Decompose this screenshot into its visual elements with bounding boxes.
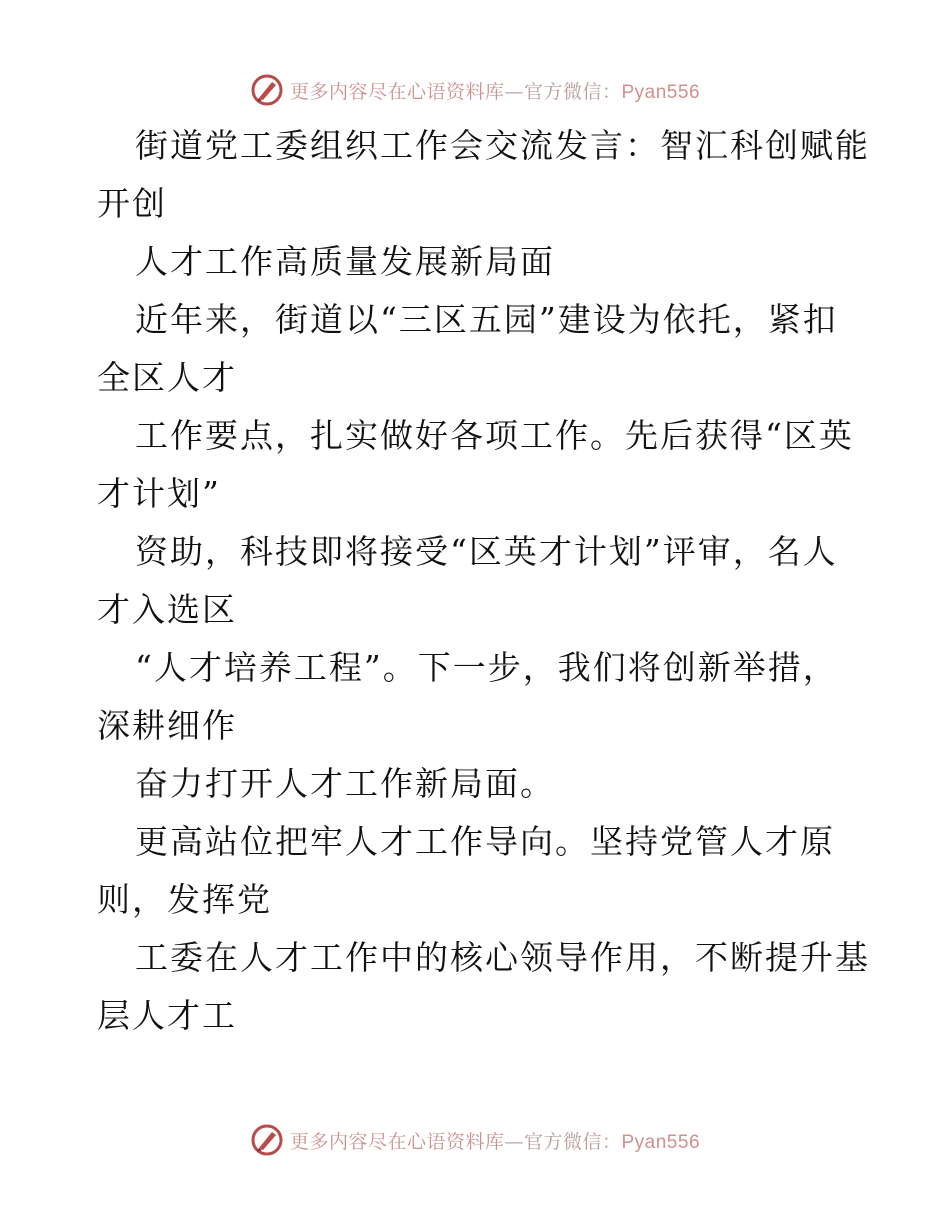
document-line: 才计划”: [97, 474, 221, 513]
watermark-separator: —: [504, 80, 524, 103]
watermark-text: 更多内容尽在心语资料库: [289, 1130, 505, 1153]
document-line: 更高站位把牢人才工作导向。坚持党管人才原: [135, 822, 835, 861]
watermark-text: 更多内容尽在心语资料库: [289, 80, 505, 103]
watermark-handle: Pyan556: [621, 1131, 701, 1153]
watermark-header: [0, 70, 950, 110]
watermark-label: 官方微信：: [523, 1130, 622, 1153]
document-line: 则，发挥党: [97, 880, 272, 919]
watermark-label: 官方微信：: [523, 80, 622, 103]
document-line: 资助，科技即将接受“区英才计划”评审，名人: [135, 532, 838, 571]
document-line: 深耕细作: [97, 706, 237, 745]
document-line: “人才培养工程”。下一步，我们将创新举措，: [135, 648, 838, 687]
document-line: 工委在人才工作中的核心领导作用，不断提升基: [135, 938, 870, 977]
document-line: 工作要点，扎实做好各项工作。先后获得“区英: [135, 416, 854, 455]
document-line: 奋力打开人才工作新局面。: [135, 764, 555, 803]
document-line: 近年来，街道以“三区五园”建设为依托，紧扣: [135, 300, 838, 339]
document-line: 全区人才: [97, 358, 237, 397]
pen-logo-icon: [250, 73, 284, 107]
pen-logo-icon: [250, 1123, 284, 1157]
watermark-separator: —: [504, 1130, 524, 1153]
document-line: 人才工作高质量发展新局面: [135, 242, 555, 281]
watermark-footer: [0, 1120, 950, 1160]
watermark-handle: Pyan556: [621, 81, 701, 103]
document-line: 才入选区: [97, 590, 237, 629]
document-body: [97, 117, 870, 1045]
document-line: 街道党工委组织工作会交流发言：智汇科创赋能: [135, 126, 870, 165]
document-line: 开创: [97, 184, 167, 223]
document-line: 层人才工: [97, 996, 237, 1035]
